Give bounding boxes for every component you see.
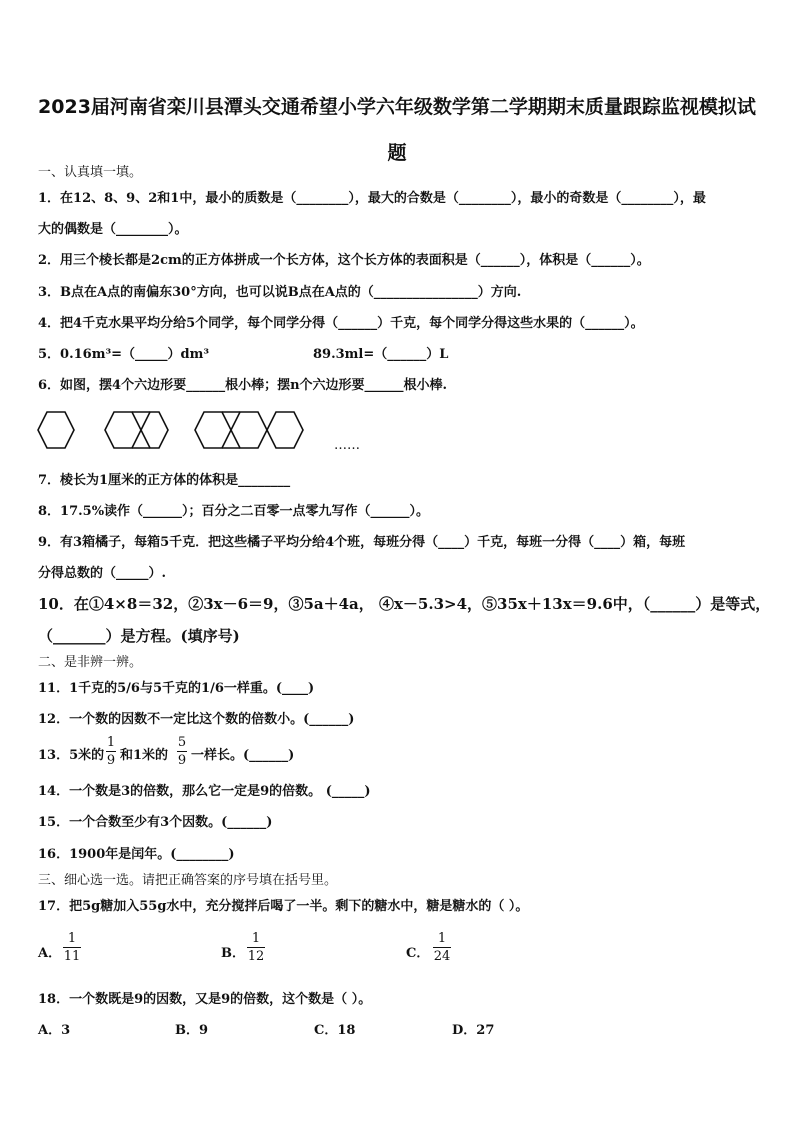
hexagon-3b	[231, 412, 267, 448]
question-2: 2．用三个棱长都是2cm的正方体拼成一个长方体，这个长方体的表面积是（______），体积是（______）。	[38, 253, 650, 268]
fraction-numerator: 1	[67, 931, 77, 946]
hexagon-2b	[141, 412, 168, 448]
question-10-line-2: （_______）是方程。(填序号)	[38, 627, 240, 645]
question-8: 8．17.5%读作（______）；百分之二百零一点零九写作（______）。	[38, 504, 430, 519]
fraction-denominator: 11	[63, 949, 81, 964]
option-c: C．18	[314, 1023, 356, 1038]
option-c-fraction	[433, 931, 451, 964]
option-a-label: A．	[38, 946, 62, 961]
question-15: 15．一个合数至少有3个因数。(______)	[38, 815, 273, 830]
hexagon-3a	[195, 412, 231, 448]
question-12: 12．一个数的因数不一定比这个数的倍数小。(______)	[38, 712, 355, 727]
option-b-label: B．	[221, 946, 245, 961]
fraction-1-9	[106, 735, 116, 768]
question-13-part-a: 13．5米的	[38, 748, 105, 763]
question-5-part-b: 89.3ml=（______）L	[313, 347, 449, 362]
section-heading-2: 二、是非辨一辨。	[38, 655, 143, 670]
question-13-part-c: 一样长。(______)	[191, 748, 295, 763]
fraction-numerator: 1	[437, 931, 447, 946]
question-13-part-b: 和1米的	[120, 748, 169, 763]
fraction-numerator: 1	[106, 735, 116, 750]
continuation-dots: ……	[334, 438, 360, 453]
option-a: A．3	[38, 1023, 71, 1038]
page-title: 2023届河南省栾川县潭头交通希望小学六年级数学第二学期期末质量跟踪监视模拟试题	[38, 96, 756, 164]
fraction-denominator: 12	[247, 949, 265, 964]
question-7: 7．棱长为1厘米的正方体的体积是________	[38, 473, 291, 488]
section-heading-1: 一、认真填一填。	[38, 165, 143, 180]
hexagon-2a	[105, 412, 141, 448]
fraction-numerator: 5	[177, 735, 187, 750]
hexagon-1	[38, 412, 74, 448]
fraction-denominator: 24	[433, 949, 451, 964]
question-14: 14．一个数是3的倍数，那么它一定是9的倍数。 (_____)	[38, 784, 371, 799]
question-16: 16．1900年是闰年。(________)	[38, 847, 235, 862]
option-d: D．27	[452, 1023, 495, 1038]
question-6: 6．如图，摆4个六边形要______根小棒；摆n个六边形要______根小棒.	[38, 378, 448, 393]
question-11: 11．1千克的5/6与5千克的1/6一样重。(____)	[38, 681, 315, 696]
question-5-part-a: 5．0.16m³=（_____）dm³	[38, 347, 210, 362]
question-1-line-1: 1．在12、8、9、2和1中，最小的质数是（________），最大的合数是（________），最小的奇数是（________），最	[38, 191, 706, 206]
question-10-line-1: 10．在①4×8＝32，②3x－6＝9，③5a＋4a， ④x－5.3>4，⑤35x＋13x＝9.6中，（______）是等式，	[38, 595, 771, 613]
option-b: B．9	[175, 1023, 209, 1038]
question-17: 17．把5g糖加入55g水中，充分搅拌后喝了一半。剩下的糖水中，糖是糖水的（ ）。	[38, 899, 529, 914]
question-9-line-2: 分得总数的（_____）.	[38, 566, 167, 581]
question-3: 3．B点在A点的南偏东30°方向，也可以说B点在A点的（________________）方向.	[38, 285, 522, 300]
question-4: 4．把4千克水果平均分给5个同学，每个同学分得（______）千克，每个同学分得这些水果的（______）。	[38, 316, 644, 331]
fraction-numerator: 1	[251, 931, 261, 946]
question-18: 18．一个数既是9的因数，又是9的倍数，这个数是（ ）。	[38, 992, 372, 1007]
question-1-line-2: 大的偶数是（________）。	[38, 222, 188, 237]
fraction-5-9	[177, 735, 187, 768]
fraction-denominator: 9	[106, 753, 116, 768]
option-b-fraction	[247, 931, 265, 964]
question-9-line-1: 9．有3箱橘子，每箱5千克．把这些橘子平均分给4个班，每班分得（____）千克，每班一分得（____）箱，每班	[38, 535, 686, 550]
hexagon-3c	[267, 412, 303, 448]
option-c-label: C．	[406, 946, 430, 961]
hexagon-figure	[36, 408, 366, 452]
fraction-denominator: 9	[177, 753, 187, 768]
option-a-fraction	[63, 931, 81, 964]
section-heading-3: 三、细心选一选。请把正确答案的序号填在括号里。	[38, 873, 338, 888]
